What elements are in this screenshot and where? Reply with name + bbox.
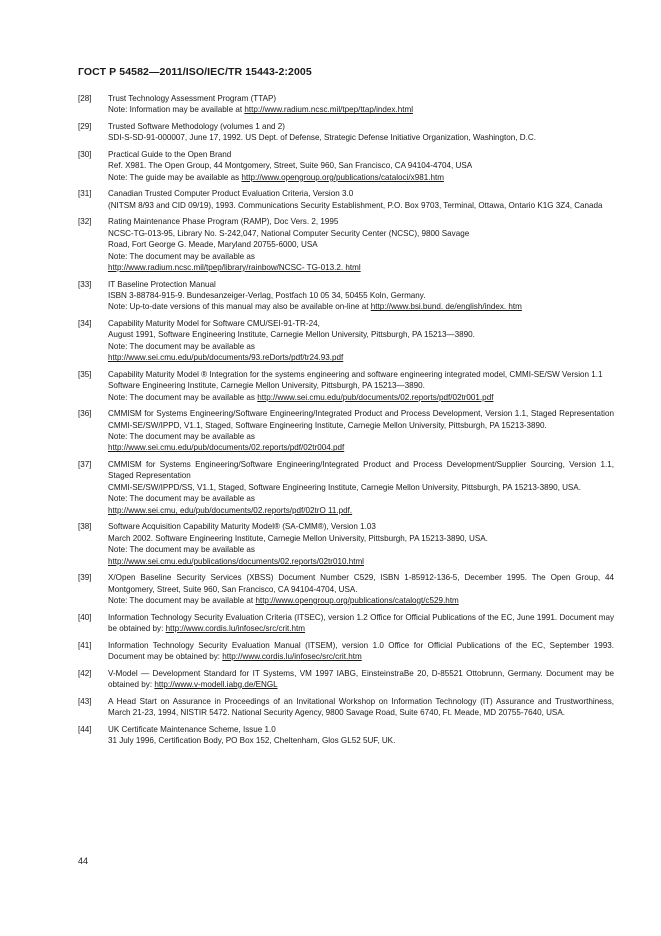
reference-text: Note: The document may be available at bbox=[108, 595, 256, 605]
reference-text: Note: Up-to-date versions of this manual may also be available on-line at bbox=[108, 302, 371, 312]
reference-text: August 1991, Software Engineering Institute, Carnegie Mellon University, Pittsburgh, PA 15213—3890. bbox=[108, 330, 475, 340]
reference-number: [33] bbox=[78, 279, 92, 289]
reference-line bbox=[108, 533, 614, 544]
reference-text: Note: The document may be available as bbox=[108, 251, 255, 261]
reference-line bbox=[108, 290, 614, 301]
reference-text: Software Engineering Institute, Carnegie Mellon University, Pittsburgh, PA 15213—3890. bbox=[108, 381, 425, 391]
reference-link[interactable]: http://www.v-modell.iabg.de/ENGL bbox=[154, 679, 278, 689]
reference-link[interactable]: http://www.radium.ncsc.mil/tpep/ttap/index.html bbox=[244, 105, 414, 115]
reference-line bbox=[108, 724, 614, 735]
reference-line bbox=[108, 392, 614, 403]
reference-body bbox=[108, 612, 614, 635]
reference-link[interactable]: http://www.cordis.lu/infosec/src/crit.htm bbox=[222, 651, 362, 661]
reference-body bbox=[108, 521, 614, 567]
reference-line bbox=[108, 104, 614, 115]
reference-text: CMMI-SE/SW/IPPD/SS, V1.1, Staged, Software Engineering Institute, Carnegie Mellon University, Pittsburgh, PA 15213-3890, USA. bbox=[108, 482, 581, 492]
reference-line bbox=[108, 442, 614, 453]
reference-line bbox=[108, 521, 614, 532]
reference-link[interactable]: http://www.opengroup.org/publications/cataloci/x981.htm bbox=[241, 172, 444, 182]
reference-line bbox=[108, 408, 614, 431]
reference-line bbox=[108, 301, 614, 312]
reference-line bbox=[108, 239, 614, 250]
reference-entry bbox=[78, 188, 614, 211]
reference-number: [41] bbox=[78, 640, 92, 650]
reference-number: [28] bbox=[78, 94, 92, 103]
reference-number: [40] bbox=[78, 612, 92, 622]
reference-line bbox=[108, 544, 614, 555]
reference-body bbox=[108, 93, 614, 116]
reference-body bbox=[108, 318, 614, 364]
reference-number: [38] bbox=[78, 522, 92, 532]
reference-body bbox=[108, 724, 614, 747]
reference-text: Road, Fort George G. Meade, Maryland 20755-6000, USA bbox=[108, 240, 318, 250]
reference-text: ISBN 3-88784-915-9. Bundesanzeiger-Verlag, Postfach 10 05 34, 50455 Koln, Germany. bbox=[108, 291, 426, 301]
reference-number: [29] bbox=[78, 122, 92, 131]
reference-line bbox=[108, 132, 614, 143]
reference-text: CMMISM for Systems Engineering/Software Engineering/Integrated Product and Process Development/Supplier Sourcing, Version 1.1, Staged Representation bbox=[108, 460, 614, 481]
reference-line bbox=[108, 121, 614, 132]
page-number: 44 bbox=[78, 856, 89, 866]
reference-line bbox=[108, 251, 614, 262]
reference-text: Note: The document may be available as bbox=[108, 432, 255, 442]
reference-text: Software Acquisition Capability Maturity Model® (SA-CMM®), Version 1.03 bbox=[108, 522, 376, 532]
reference-text: A Head Start on Assurance in Proceedings of an Invitational Workshop on Information Technology (IT) Assurance and Trustworthiness, March 21-23, 1994, NISTIR 5472. National Security Agency, 9800 Savage Road, Suite 6740, Ft. Meade, MD 20755-7640, USA. bbox=[108, 696, 614, 717]
reference-entry bbox=[78, 640, 614, 663]
reference-line bbox=[108, 188, 614, 199]
reference-text: X/Open Baseline Security Services (XBSS) Document Number C529, ISBN 1-85912-136-5, December 1995. The Open Group, 44 Montgomery, Street, Suite 960, San Francisco, CA 94104-4704, USA. bbox=[108, 573, 614, 594]
reference-link[interactable]: http://www.sei.cmu.edu/pub/documents/02.reports/pdf/02tr001.pdf bbox=[257, 392, 494, 402]
reference-text: Information Technology Security Evaluation Manual (ITSEM), version 1.0 Office for Official Publications of the EC, September 1993. Document may be obtained by: bbox=[108, 640, 614, 661]
reference-entry bbox=[78, 369, 614, 403]
reference-line bbox=[108, 160, 614, 171]
reference-text: Note: The document may be available as bbox=[108, 545, 255, 555]
reference-text: 31 July 1996, Certification Body, PO Box 152, Cheltenham, Glos GL52 5UF, UK. bbox=[108, 735, 396, 745]
reference-entry bbox=[78, 459, 614, 516]
reference-entry bbox=[78, 521, 614, 567]
reference-text: Note: The guide may be available as bbox=[108, 172, 242, 182]
reference-body bbox=[108, 668, 614, 691]
reference-text: Note: Information may be available at bbox=[108, 105, 245, 115]
reference-text: Information Technology Security Evaluation Criteria (ITSEC), version 1.2 Office for Official Publications of the EC, June 1991. Document may be obtained by: bbox=[108, 612, 614, 633]
reference-text: Ref. X981. The Open Group, 44 Montgomery, Street, Suite 960, San Francisco, CA 94104-4704, USA bbox=[108, 161, 473, 171]
reference-link[interactable]: http://www.cordis.lu/infosec/src/crit.htm bbox=[165, 623, 306, 633]
reference-text: V-Model — Development Standard for IT Systems, VM 1997 IABG, EinsteinstraBe 20, D-85521 Ottobrunn, Germany. Document may be obtained by: bbox=[108, 668, 614, 689]
reference-number: [31] bbox=[78, 189, 92, 199]
reference-body bbox=[108, 279, 614, 313]
reference-body bbox=[108, 572, 614, 606]
reference-number: [30] bbox=[78, 150, 92, 159]
reference-line bbox=[108, 459, 614, 482]
reference-entry bbox=[78, 572, 614, 606]
reference-entry bbox=[78, 318, 614, 364]
reference-text: Note: The document may be available as bbox=[108, 392, 258, 402]
reference-line bbox=[108, 696, 614, 719]
reference-body bbox=[108, 696, 614, 719]
reference-line bbox=[108, 556, 614, 567]
reference-number: [34] bbox=[78, 319, 92, 329]
reference-text: Capability Maturity Model for Software CMU/SEI-91-TR-24, bbox=[108, 319, 320, 329]
reference-number: [36] bbox=[78, 409, 92, 419]
reference-text: NCSC-TG-013-95, Library No. S-242,047, National Computer Security Center (NCSC), 9800 Savage bbox=[108, 228, 470, 238]
reference-entry bbox=[78, 279, 614, 313]
reference-body bbox=[108, 640, 614, 663]
reference-text: IT Baseline Protection Manual bbox=[108, 279, 216, 289]
reference-entry bbox=[78, 612, 614, 635]
reference-number: [43] bbox=[78, 696, 92, 706]
reference-line bbox=[108, 493, 614, 504]
reference-text: Trust Technology Assessment Program (TTAP) bbox=[108, 94, 277, 103]
reference-text: March 2002. Software Engineering Institute, Carnegie Mellon University, Pittsburgh, PA 15213-3890, USA. bbox=[108, 533, 488, 543]
reference-text: Canadian Trusted Computer Product Evaluation Criteria, Version 3.0 bbox=[108, 189, 354, 199]
reference-line bbox=[108, 341, 614, 352]
reference-entry bbox=[78, 121, 614, 144]
reference-number: [37] bbox=[78, 460, 92, 470]
reference-list bbox=[78, 93, 614, 752]
reference-line bbox=[108, 640, 614, 663]
reference-number: [35] bbox=[78, 369, 92, 379]
reference-link[interactable]: http://www.sei.cmu.edu/pub/documents/02.reports/pdf/02tr004.pdf bbox=[108, 443, 345, 453]
reference-line bbox=[108, 505, 614, 516]
reference-line bbox=[108, 612, 614, 635]
reference-body bbox=[108, 149, 614, 183]
reference-number: [32] bbox=[78, 217, 92, 227]
reference-line bbox=[108, 279, 614, 290]
reference-line bbox=[108, 572, 614, 595]
reference-entry bbox=[78, 149, 614, 183]
reference-text: Trusted Software Methodology (volumes 1 and 2) bbox=[108, 122, 285, 131]
reference-number: [42] bbox=[78, 668, 92, 678]
reference-link[interactable]: http://www.sei.cmu.edu/pub/documents/93.reDorts/pdf/tr24.93.pdf bbox=[108, 353, 344, 363]
reference-body bbox=[108, 216, 614, 273]
reference-line bbox=[108, 318, 614, 329]
reference-body bbox=[108, 121, 614, 144]
reference-body bbox=[108, 459, 614, 516]
reference-entry bbox=[78, 216, 614, 273]
reference-line bbox=[108, 352, 614, 363]
reference-text: Practical Guide to the Open Brand bbox=[108, 150, 232, 159]
reference-line bbox=[108, 431, 614, 442]
reference-text: Note: The document may be available as bbox=[108, 341, 255, 351]
reference-line bbox=[108, 735, 614, 746]
reference-entry bbox=[78, 724, 614, 747]
reference-line bbox=[108, 216, 614, 227]
reference-line bbox=[108, 200, 614, 211]
reference-line bbox=[108, 93, 614, 104]
reference-link[interactable]: http://www.radium.ncsc.mil/tpep/library/rainbow/NCSC- TG-013.2. html bbox=[108, 263, 361, 273]
reference-line bbox=[108, 149, 614, 160]
document-header: ГОСТ Р 54582—2011/ISO/IEC/TR 15443-2:2005 bbox=[78, 66, 312, 78]
reference-line bbox=[108, 329, 614, 340]
reference-number: [39] bbox=[78, 573, 92, 583]
reference-line bbox=[108, 228, 614, 239]
reference-text: Rating Maintenance Phase Program (RAMP), Doc Vers. 2, 1995 bbox=[108, 217, 339, 227]
reference-line bbox=[108, 380, 614, 391]
reference-body bbox=[108, 188, 614, 211]
reference-line bbox=[108, 262, 614, 273]
reference-text: (NITSM 8/93 and CID 09/19), 1993. Communications Security Establishment, P.O. Box 9703, Terminal, Ottawa, Ontario K1G 3Z4, Canada bbox=[108, 200, 603, 210]
reference-line bbox=[108, 369, 614, 380]
reference-line bbox=[108, 668, 614, 691]
reference-entry bbox=[78, 408, 614, 454]
reference-text: Capability Maturity Model ® Integration for the systems engineering and software engineering integrated model, CMMI-SE/SW Version 1.1 bbox=[108, 369, 603, 379]
reference-text: CMMISM for Systems Engineering/Software Engineering/Integrated Product and Process Development, Version 1.1, Staged Representation CMMI-SE/SW/IPPD, V1.1, Staged, Software Engineering Institute, Carnegie Mellon University, Pittsburgh, PA 15213-3890. bbox=[108, 409, 614, 430]
reference-text: SDI-S-SD-91-000007, June 17, 1992. US Dept. of Defense, Strategic Defense Initiative Organization, Washington, D.C. bbox=[108, 133, 536, 143]
reference-line bbox=[108, 595, 614, 606]
reference-link[interactable]: http://www.sei.cmu.edu/publications/documents/02.reports/02tr010.html bbox=[108, 556, 364, 566]
reference-text: Note: The document may be available as bbox=[108, 494, 255, 504]
reference-text: UK Certificate Maintenance Scheme, Issue 1.0 bbox=[108, 724, 276, 734]
reference-link[interactable]: http://www.opengroup.org/publications/catalogt/c529.htm bbox=[255, 595, 459, 605]
reference-entry bbox=[78, 93, 614, 116]
reference-link[interactable]: http://www.sei.cmu, edu/pub/documents/02.reports/pdf/02trO 11.pdf. bbox=[108, 505, 353, 515]
reference-body bbox=[108, 369, 614, 403]
reference-line bbox=[108, 172, 614, 183]
reference-entry bbox=[78, 668, 614, 691]
reference-body bbox=[108, 408, 614, 454]
reference-entry bbox=[78, 696, 614, 719]
reference-link[interactable]: http://www.bsi.bund. de/english/index. htm bbox=[370, 302, 522, 312]
reference-number: [44] bbox=[78, 724, 92, 734]
reference-line bbox=[108, 482, 614, 493]
